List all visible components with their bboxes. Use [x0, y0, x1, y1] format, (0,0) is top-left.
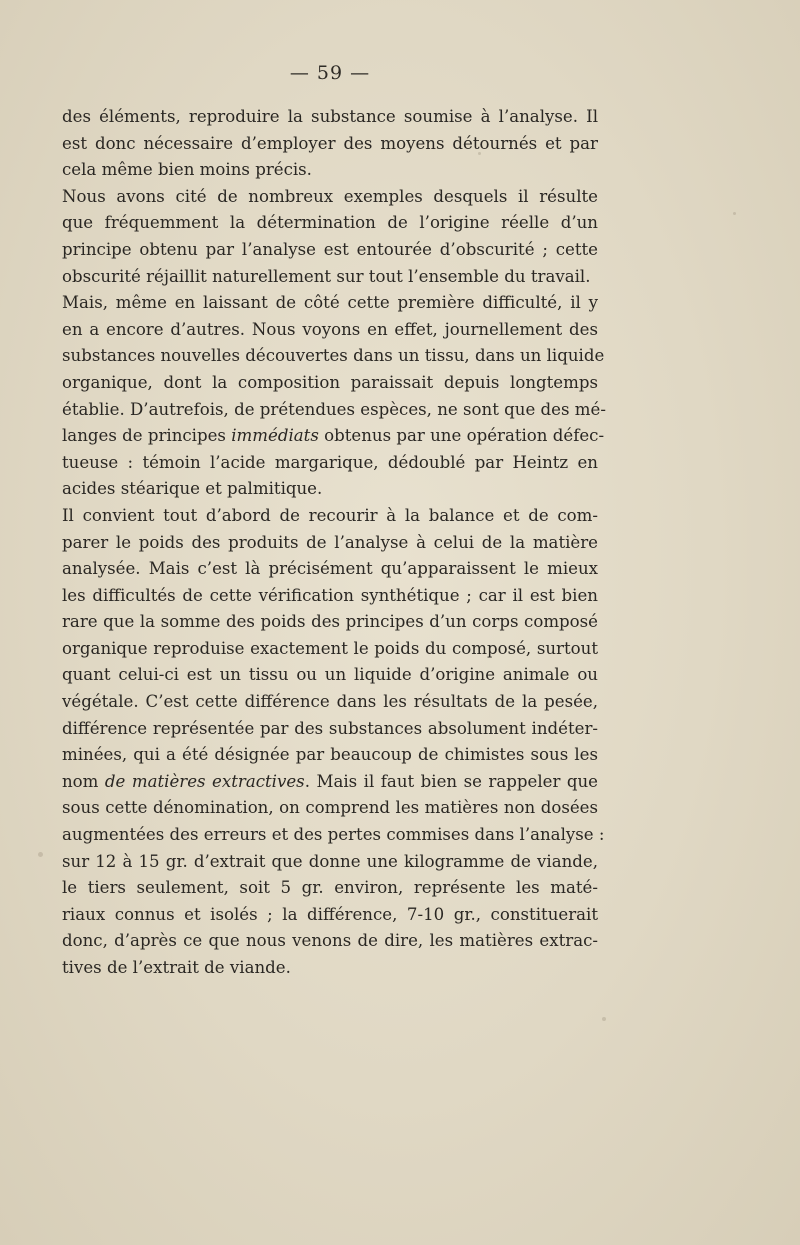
- text-segment: quant celui-ci est un tissu ou un liquide d’origine animale ou: [62, 665, 598, 685]
- text-segment: tueuse : témoin l’acide margarique, dédoublé par Heintz en: [62, 452, 598, 472]
- text-segment: cela même bien moins précis.: [62, 160, 312, 180]
- text-segment: donc, d’après ce que nous venons de dire, les matières extrac-: [62, 931, 598, 951]
- text-line: [62, 609, 598, 636]
- text-line: [62, 716, 598, 743]
- text-line: [62, 131, 598, 158]
- text-line: [62, 795, 598, 822]
- text-segment: sous cette dénomination, on comprend les matières non dosées: [62, 798, 598, 818]
- text-segment: rare que la somme des poids des principes d’un corps composé: [62, 612, 598, 632]
- text-segment: en a encore d’autres. Nous voyons en effet, journellement des: [62, 319, 598, 339]
- page-number: — 59 —: [289, 62, 371, 84]
- paper-speck: [38, 852, 43, 857]
- text-line: [62, 742, 598, 769]
- text-line: [62, 370, 598, 397]
- text-segment: organique, dont la composition paraissait depuis longtemps: [62, 372, 598, 392]
- text-line: [62, 317, 598, 344]
- text-segment: obtenus par une opération défec-: [318, 426, 605, 446]
- text-segment: minées, qui a été désignée par beaucoup de chimistes sous les: [62, 745, 598, 765]
- text-segment: Mais, même en laissant de côté cette première difficulté, il y: [62, 293, 598, 313]
- italic-text: immédiats: [231, 426, 319, 446]
- text-segment: des éléments, reproduire la substance soumise à l’analyse. Il: [62, 107, 598, 126]
- text-segment: riaux connus et isolés ; la différence, 7-10 gr., constituerait: [62, 904, 598, 924]
- text-segment: . Mais il faut bien se rappeler que: [304, 771, 599, 791]
- text-segment: obscurité réjaillit naturellement sur tout l’ensemble du travail.: [62, 266, 591, 286]
- text-line: [62, 955, 598, 982]
- text-segment: que fréquemment la détermination de l’origine réelle d’un: [62, 213, 598, 233]
- text-line: [62, 184, 598, 211]
- text-line: [62, 104, 598, 131]
- text-segment: le tiers seulement, soit 5 gr. environ, représente les maté-: [62, 878, 598, 898]
- text-line: [62, 530, 598, 557]
- text-segment: sur 12 à 15 gr. d’extrait que donne une kilogramme de viande,: [62, 851, 598, 871]
- text-segment: principe obtenu par l’analyse est entourée d’obscurité ; cette: [62, 239, 598, 259]
- text-segment: analysée. Mais c’est là précisément qu’apparaissent le mieux: [62, 559, 598, 579]
- text-line: [62, 662, 598, 689]
- text-segment: substances nouvelles découvertes dans un tissu, dans un liquide: [62, 346, 605, 366]
- text-line: [62, 343, 605, 370]
- text-line: [62, 556, 598, 583]
- text-line: [62, 849, 598, 876]
- text-segment: différence représentée par des substances absolument indéter-: [62, 718, 598, 738]
- text-line: [62, 237, 598, 264]
- text-line: [62, 423, 605, 450]
- text-line: [62, 769, 598, 796]
- text-line: [62, 875, 598, 902]
- text-line: [62, 476, 598, 503]
- text-line: [62, 636, 598, 663]
- text-segment: est donc nécessaire d’employer des moyens détournés et par: [62, 133, 598, 153]
- text-line: [62, 290, 598, 317]
- body-text: [62, 104, 606, 982]
- text-segment: végétale. C’est cette différence dans les résultats de la pesée,: [62, 692, 598, 712]
- text-segment: Nous avons cité de nombreux exemples desquels il résulte: [62, 186, 598, 206]
- italic-text: de matières extractives: [104, 771, 305, 791]
- text-segment: établie. D’autrefois, de prétendues espèces, ne sont que des mé-: [62, 399, 606, 419]
- text-line: [62, 689, 598, 716]
- text-line: [62, 822, 605, 849]
- text-line: [62, 503, 598, 530]
- text-line: [62, 397, 606, 424]
- text-segment: parer le poids des produits de l’analyse à celui de la matière: [62, 532, 598, 552]
- text-segment: tives de l’extrait de viande.: [62, 958, 291, 977]
- paper-speck: [602, 1017, 606, 1021]
- paper-speck: [733, 212, 736, 215]
- text-segment: langes de principes: [62, 426, 232, 446]
- text-segment: acides stéarique et palmitique.: [62, 479, 323, 499]
- text-segment: les difficultés de cette vérification synthétique ; car il est bien: [62, 585, 598, 605]
- text-line: [62, 583, 598, 610]
- text-line: [62, 210, 598, 237]
- text-segment: augmentées des erreurs et des pertes commises dans l’analyse :: [62, 825, 605, 845]
- text-line: [62, 928, 598, 955]
- text-line: [62, 902, 598, 929]
- text-line: [62, 157, 598, 184]
- text-segment: Il convient tout d’abord de recourir à la balance et de com-: [62, 505, 598, 525]
- text-segment: nom: [62, 771, 105, 791]
- text-line: [62, 450, 598, 477]
- text-line: [62, 264, 598, 291]
- text-segment: organique reproduise exactement le poids du composé, surtout: [62, 638, 598, 658]
